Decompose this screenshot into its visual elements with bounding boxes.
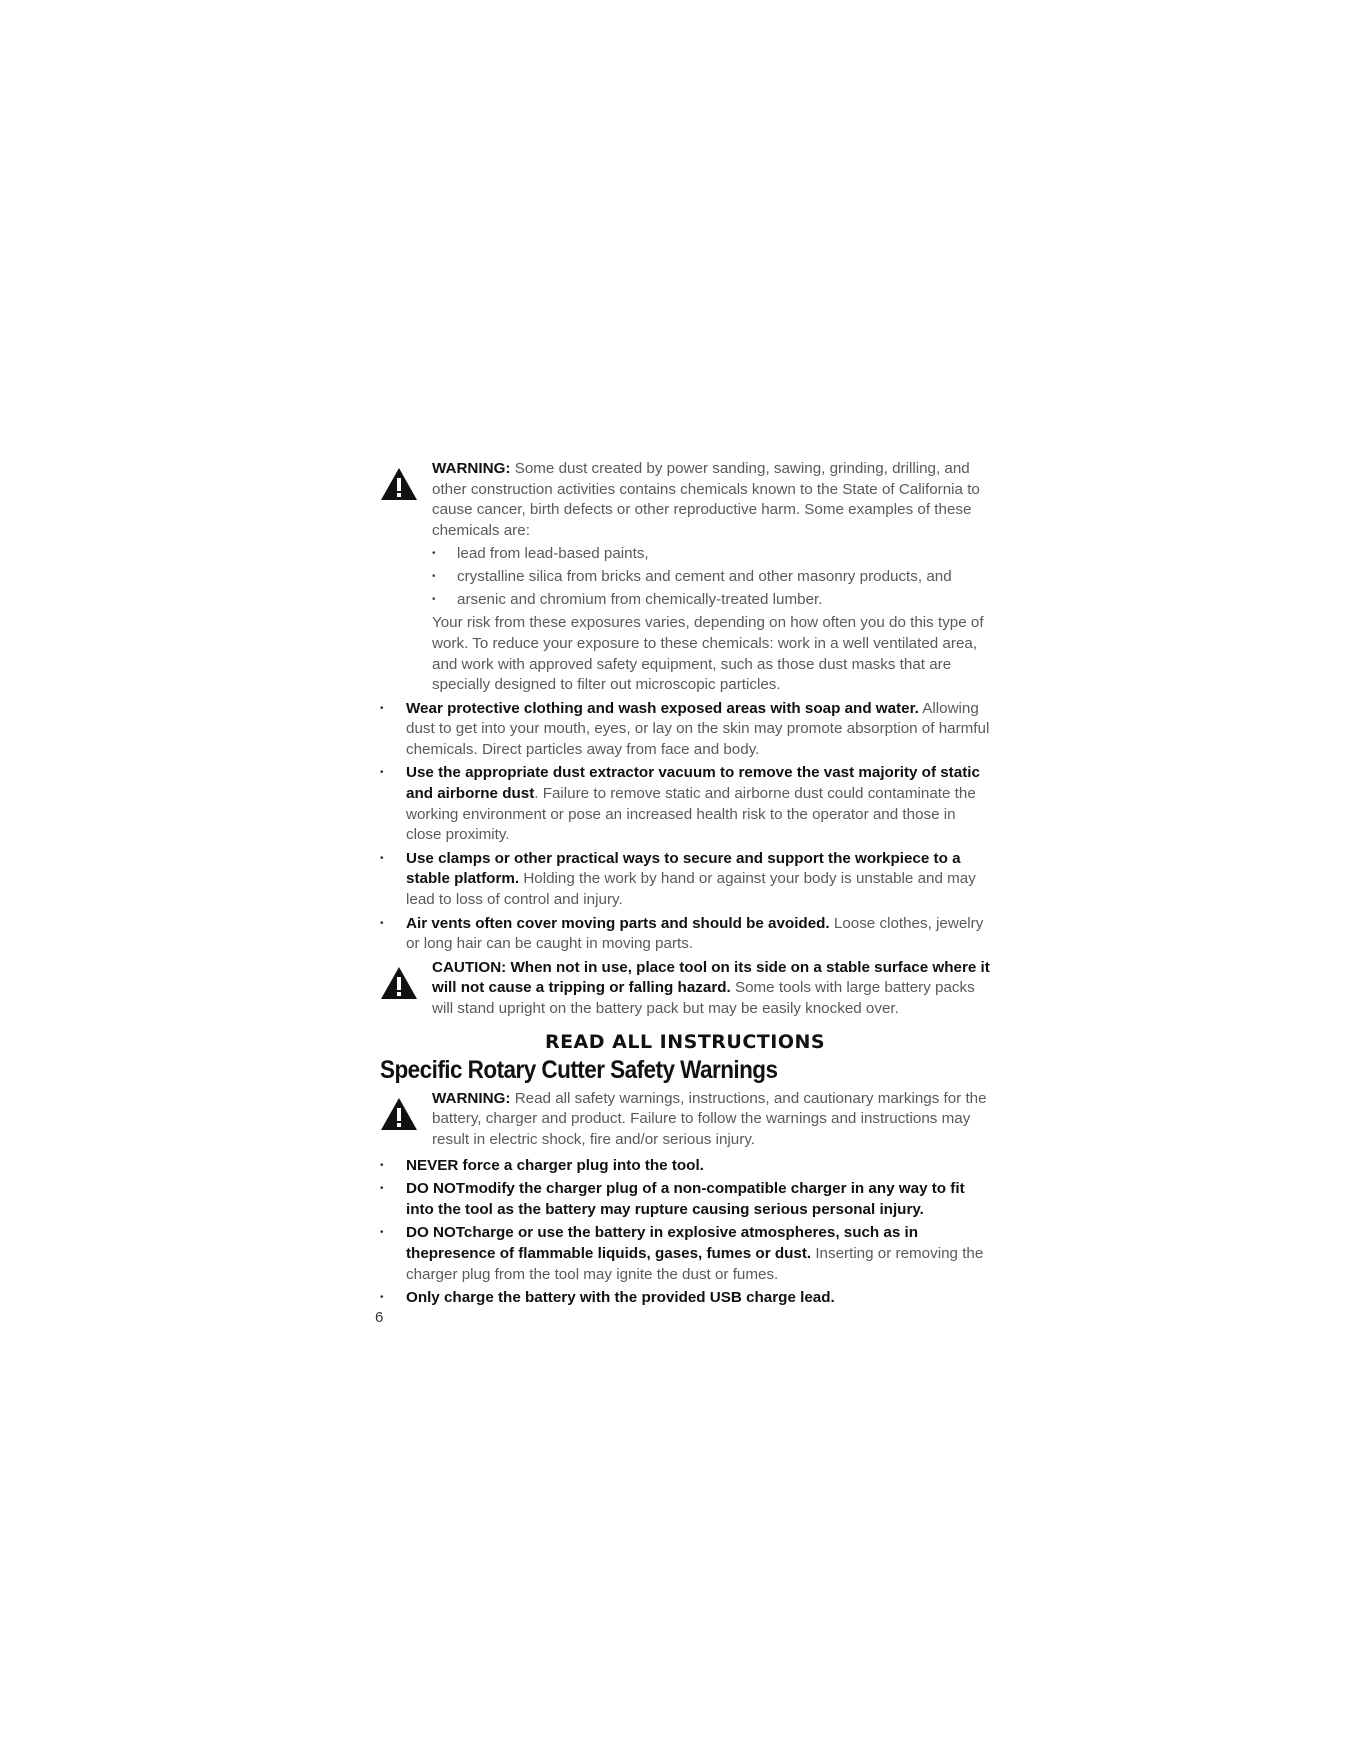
bullet-bold: NEVER force a charger plug into the tool. bbox=[406, 1156, 704, 1174]
bullet-bold: Air vents often cover moving parts and should be avoided. bbox=[406, 914, 830, 932]
warning-text: Read all safety warnings, instructions, and cautionary markings for the battery, charger and product. Failure to follow the warnings and instructions may result in electric shock, fire and/or serious injury. bbox=[432, 1089, 987, 1148]
list-item: • crystalline silica from bricks and cement and other masonry products, and bbox=[432, 567, 990, 588]
bullet-bold: Only charge the battery with the provided USB charge lead. bbox=[406, 1289, 835, 1307]
warning-block-california bbox=[380, 459, 990, 696]
bullet-item bbox=[380, 914, 990, 955]
bullet-item bbox=[380, 1223, 990, 1285]
warning-label: WARNING: bbox=[432, 1089, 511, 1107]
page-content bbox=[380, 459, 990, 1309]
bullet-text: Holding the work by hand or against your body is unstable and may lead to loss of control and injury. bbox=[406, 870, 976, 909]
bullet-text: Allowing dust to get into your mouth, eyes, or lay on the skin may promote absorption of harmful chemicals. Direct particles away from face and body. bbox=[406, 699, 990, 758]
bullet-bold: DO NOTcharge or use the battery in explosive atmospheres, such as in thepresence of flammable liquids, gases, fumes or dust. bbox=[406, 1224, 919, 1262]
caution-triangle-icon bbox=[380, 966, 418, 1000]
risk-paragraph: Your risk from these exposures varies, depending on how often you do this type of work. To reduce your exposure to these chemicals: work in a well ventilated area, and work with approved safety equipment, such as those dust masks that are specially designed to filter out microscopic particles. bbox=[432, 614, 984, 694]
warning-label: WARNING: bbox=[432, 460, 511, 477]
read-all-heading: READ ALL INSTRUCTIONS bbox=[544, 1030, 826, 1053]
list-item: • lead from lead-based paints, bbox=[432, 544, 990, 565]
warning-block-battery bbox=[380, 1089, 990, 1151]
caution-paragraph bbox=[432, 958, 990, 1020]
warning-triangle-icon bbox=[380, 1097, 418, 1131]
bullet-item bbox=[380, 699, 990, 761]
warning-triangle-icon bbox=[380, 467, 418, 501]
section-title: Specific Rotary Cutter Safety Warnings bbox=[380, 1056, 778, 1085]
bullet-item bbox=[380, 1288, 990, 1309]
bullet-text: Inserting or removing the charger plug from the tool may ignite the dust or fumes. bbox=[406, 1244, 984, 1283]
list-item: • arsenic and chromium from chemically-treated lumber. bbox=[432, 590, 990, 611]
bullet-item bbox=[380, 1179, 990, 1220]
caution-block bbox=[380, 958, 990, 1020]
bullet-bold: DO NOTmodify the charger plug of a non-compatible charger in any way to fit into the tool as the battery may rupture causing serious personal injury. bbox=[406, 1180, 965, 1218]
warning-paragraph bbox=[432, 1089, 990, 1151]
bullet-bold: Use the appropriate dust extractor vacuum to remove the vast majority of static and airborne dust bbox=[406, 764, 980, 803]
bullet-item bbox=[380, 849, 990, 911]
bullet-text: . Failure to remove static and airborne dust could contaminate the working environment or pose an increased health risk to the operator and those in close proximity. bbox=[406, 785, 976, 844]
safety-bullets bbox=[380, 699, 990, 955]
bullet-bold: Wear protective clothing and wash exposed areas with soap and water. bbox=[406, 699, 919, 717]
bullet-item bbox=[380, 1156, 990, 1177]
warning-paragraph bbox=[432, 459, 990, 541]
bullet-text: Loose clothes, jewelry or long hair can be caught in moving parts. bbox=[406, 914, 984, 953]
chemical-list bbox=[432, 544, 990, 611]
bullet-bold: Use clamps or other practical ways to secure and support the workpiece to a stable platform. bbox=[406, 849, 961, 888]
caution-text: Some tools with large battery packs will stand upright on the battery pack but may be easily knocked over. bbox=[432, 979, 975, 1018]
page-number: 6 bbox=[375, 1309, 384, 1326]
bullet-item bbox=[380, 763, 990, 845]
warning-text: Some dust created by power sanding, sawing, grinding, drilling, and other construction activities contains chemicals known to the State of California to cause cancer, birth defects or other reproductive harm. Some examples of these chemicals are: bbox=[432, 460, 980, 539]
caution-bold: CAUTION: When not in use, place tool on its side on a stable surface where it will not cause a tripping or falling hazard. bbox=[432, 958, 990, 997]
charger-bullets bbox=[380, 1156, 990, 1309]
